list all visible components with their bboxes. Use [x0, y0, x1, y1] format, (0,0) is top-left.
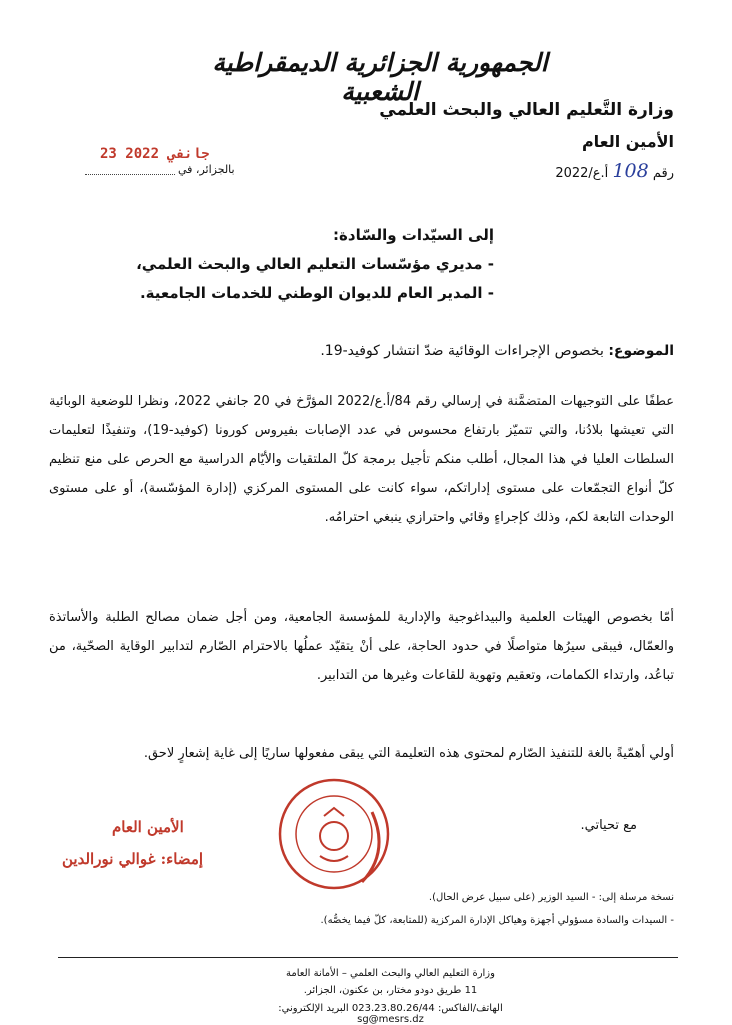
reference-line [555, 160, 674, 182]
footer-contact: الهاتف/الفاكس: 023.23.80.26/44 البريد الإلكتروني: sg@mesrs.dz [278, 1003, 503, 1025]
city-date-label: بالجزائر، في [178, 163, 235, 176]
subject-label: الموضوع: [608, 343, 674, 359]
footer-address: 11 طريق دودو مختار، بن عكنون، الجزائر. [303, 985, 478, 996]
ministry-name: وزارة التَّعليم العالي والبحث العلمي [379, 100, 674, 120]
paragraph-2: أمّا بخصوص الهيئات العلمية والبيداغوجية والإدارية للمؤسسة الجامعية، ومن أجل ضمان مصالح الطلبة والأساتذة والعمّال، فيبقى سيرُها متواصلًا في حدود الحاجة، على أنْ يتقيّد عملُها بالاحترام الصّارم لتدابير الوقاية الصحّية، من تباعُد، وارتداء الكمامات، وتعقيم وتهوية للقاعات وغيرها من التدابير. [49, 610, 674, 683]
footer-divider [58, 957, 678, 958]
copy-recipient-2: - السيدات والسادة مسؤولي أجهزة وهياكل الإدارة المركزية (للمتابعة، كلّ فيما يخصُّه). [320, 915, 674, 926]
signatory-title: الأمين العام [112, 818, 184, 836]
paragraph-1: عطفًا على التوجيهات المتضمَّنة في إرسالي رقم 84/أ.ع/2022 المؤرَّخ في 20 جانفي 2022، ونظرا للوضعية الوبائية التي تعيشها بلادُنا، والتي تتميّز بارتفاع محسوس في عدد الإصابات بفيروس كورونا (كوفيد-19)، وتنفيذًا لتعليمات السلطات العليا في هذا المجال، أطلب منكم تأجيل برمجة كلّ الملتقيات والأيّام الدراسية مع الحرص على منع تنظيم كلّ أنواع التجمّعات على مستوى إداراتكم، سواء كانت على المستوى المركزي (إدارة المؤسّسة)، أو على مستوى الوحدات التابعة لكم، وذلك كإجراءٍ وقائي واحترازي ينبغي احترامُه. [49, 394, 675, 525]
signatory-name: إمضاء: غوالي نورالدين [62, 850, 204, 868]
closing-line: مع تحياتي. [580, 818, 637, 833]
official-seal-stamp [262, 772, 412, 892]
subject-text: بخصوص الإجراءات الوقائية ضدّ انتشار كوفيد-19. [320, 343, 604, 359]
ref-label: رقم [652, 166, 674, 181]
office-name: الأمين العام [581, 132, 674, 151]
date-dotted-line [85, 174, 175, 175]
subject-line [320, 343, 674, 359]
recipient-line-2: - المدير العام للديوان الوطني للخدمات الجامعية. [139, 284, 494, 302]
recipients-heading: إلى السيّدات والسّادة: [333, 226, 494, 244]
republic-title: الجمهورية الجزائرية الديمقراطية الشعبية [212, 48, 548, 106]
ref-code: أ.ع/2022 [555, 166, 609, 181]
paragraph-3: أولي أهمّيةً بالغة للتنفيذ الصّارم لمحتوى هذه التعليمة التي يبقى مفعولها ساريًا إلى غاية إشعارٍ لاحق. [143, 746, 674, 761]
date-stamp: 23 جانفي 2022 [100, 146, 210, 162]
copy-recipient-1: نسخة مرسلة إلى: - السيد الوزير (على سبيل عرض الحال). [428, 892, 674, 903]
ref-number: 108 [612, 160, 649, 182]
footer-org: وزارة التعليم العالي والبحث العلمي – الأمانة العامة [286, 968, 495, 979]
recipient-line-1: - مديري مؤسّسات التعليم العالي والبحث العلمي، [136, 255, 494, 273]
